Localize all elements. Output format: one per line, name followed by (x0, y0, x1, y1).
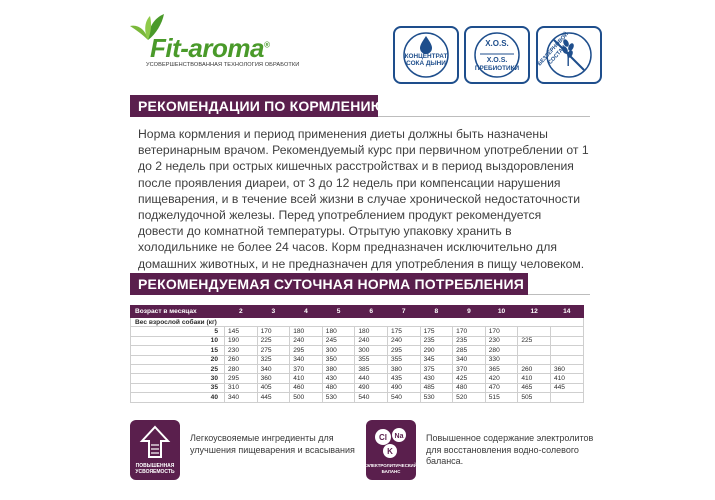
portion-cell: 355 (387, 355, 420, 364)
portion-cell: 245 (322, 336, 355, 345)
subheader-empty-cell (420, 318, 453, 327)
weight-cell: 25 (131, 364, 225, 373)
portion-cell: 295 (290, 346, 323, 355)
portion-cell: 325 (257, 355, 290, 364)
table-header-row (131, 306, 584, 318)
portion-cell: 490 (387, 383, 420, 392)
portion-cell: 225 (257, 336, 290, 345)
subheader-empty-cell (225, 318, 258, 327)
feeding-heading: РЕКОМЕНДАЦИИ ПО КОРМЛЕНИЮ (130, 95, 378, 117)
portion-cell: 175 (420, 327, 453, 336)
portion-cell: 260 (225, 355, 258, 364)
subheader-empty-cell (550, 318, 583, 327)
portion-cell: 530 (420, 393, 453, 402)
subheader-empty-cell (355, 318, 388, 327)
portion-cell: 360 (257, 374, 290, 383)
portion-cell (518, 346, 551, 355)
table-row (131, 374, 584, 383)
weight-cell: 30 (131, 374, 225, 383)
age-header-cell: 12 (518, 306, 551, 318)
portion-cell: 365 (485, 364, 518, 373)
electrolyte-caption (366, 463, 416, 475)
portion-cell: 340 (453, 355, 486, 364)
registered-mark: ® (263, 40, 270, 50)
table-row (131, 327, 584, 336)
badge-grain-free (536, 26, 602, 84)
electrolyte-caption-line1: ЭЛЕКТРОЛИТИЧЕСКИЙ (366, 463, 417, 468)
portion-cell: 260 (518, 364, 551, 373)
portion-cell: 430 (322, 374, 355, 383)
xos-prebiotic-icon (466, 28, 528, 82)
portion-cell: 240 (290, 336, 323, 345)
subheader-empty-cell (290, 318, 323, 327)
portion-cell: 330 (485, 355, 518, 364)
age-header-cell: 10 (485, 306, 518, 318)
portion-cell: 380 (387, 364, 420, 373)
brand-tagline: УСОВЕРШЕНСТВОВАННАЯ ТЕХНОЛОГИЯ ОБРАБОТКИ (146, 62, 300, 68)
portion-cell: 285 (453, 346, 486, 355)
digestibility-badge (130, 420, 180, 480)
brand-name-fit: Fit- (150, 33, 189, 63)
portion-cell: 170 (485, 327, 518, 336)
portion-cell: 230 (225, 346, 258, 355)
portion-cell: 540 (387, 393, 420, 402)
portion-cell: 515 (485, 393, 518, 402)
portion-cell (518, 355, 551, 364)
badge-xos-line3: ПРЕБИОТИКИ (474, 65, 520, 72)
sodium-symbol: Na (394, 433, 404, 440)
portion-cell: 420 (485, 374, 518, 383)
portion-cell (550, 336, 583, 345)
subheader-empty-cell (387, 318, 420, 327)
portion-cell: 295 (387, 346, 420, 355)
portion-cell: 480 (453, 383, 486, 392)
portion-cell: 505 (518, 393, 551, 402)
portion-cell: 190 (225, 336, 258, 345)
portion-cell: 460 (290, 383, 323, 392)
brand-logo (128, 12, 300, 72)
badge-xos-line1: X.O.S. (485, 39, 509, 48)
digestibility-caption (130, 463, 180, 475)
portion-cell: 355 (355, 355, 388, 364)
electrolyte-text: Повышенное содержание электролитов для восстановления водно-солевого баланса. (426, 433, 594, 466)
portion-cell: 470 (485, 383, 518, 392)
chlorine-symbol: Cl (379, 433, 387, 442)
portion-cell: 500 (290, 393, 323, 402)
portion-cell: 240 (355, 336, 388, 345)
daily-heading-divider (528, 294, 590, 295)
portion-cell: 425 (453, 374, 486, 383)
portion-cell: 375 (420, 364, 453, 373)
portion-cell: 225 (518, 336, 551, 345)
weight-cell: 10 (131, 336, 225, 345)
age-header-cell: 14 (550, 306, 583, 318)
badge-grain-free-text: БЕЗЗЕРНОВОЙ СОСТАВ (536, 31, 570, 68)
age-header-cell: 7 (387, 306, 420, 318)
portion-cell: 485 (420, 383, 453, 392)
subheader-empty-cell (322, 318, 355, 327)
weight-label: Вес взрослой собаки (кг) (131, 318, 225, 327)
portion-cell: 345 (420, 355, 453, 364)
portion-cell: 180 (322, 327, 355, 336)
portion-cell: 445 (550, 383, 583, 392)
age-header-cell: 9 (453, 306, 486, 318)
electrolyte-badge (366, 420, 416, 480)
portion-cell: 410 (518, 374, 551, 383)
portion-cell: 410 (550, 374, 583, 383)
portion-cell: 180 (290, 327, 323, 336)
subheader-empty-cell (257, 318, 290, 327)
badge-melon-line2: СОКА ДЫНИ (406, 60, 446, 67)
arrow-up-icon (130, 423, 180, 463)
portion-cell: 180 (355, 327, 388, 336)
portion-cell (550, 393, 583, 402)
electrolyte-caption-line2: БАЛАНС (381, 469, 401, 474)
portion-cell: 440 (355, 374, 388, 383)
daily-heading: РЕКОМЕНДУЕМАЯ СУТОЧНАЯ НОРМА ПОТРЕБЛЕНИЯ (130, 273, 528, 295)
age-header-cell: 5 (322, 306, 355, 318)
portion-cell: 465 (518, 383, 551, 392)
feeding-heading-divider (378, 116, 590, 117)
portion-cell: 530 (322, 393, 355, 402)
portion-cell: 145 (225, 327, 258, 336)
portion-cell: 170 (453, 327, 486, 336)
weight-cell: 35 (131, 383, 225, 392)
badge-melon-juice (393, 26, 459, 84)
portion-cell: 445 (257, 393, 290, 402)
table-row (131, 336, 584, 345)
table-row (131, 355, 584, 364)
portion-cell: 430 (420, 374, 453, 383)
portion-cell: 235 (420, 336, 453, 345)
portion-cell: 280 (485, 346, 518, 355)
portion-cell: 540 (355, 393, 388, 402)
weight-cell: 15 (131, 346, 225, 355)
portion-cell: 410 (290, 374, 323, 383)
portion-cell: 175 (387, 327, 420, 336)
feeding-text: Норма кормления и период применения диеты должны быть назначены ветеринарным врачом. Рекомендуемый курс при первичном употреблении от 1 до 2 недель при острых кишечных расстройствах и в период выздоровления после проявления диареи, от 3 до 12 недель при компенсации нарушения пищеварения, и в течение всей жизни в случае хронической недостаточности поджелудочной железы. Перед употреблением продукт рекомендуется довести до комнатной температуры. Отрытую упаковку хранить в холодильнике не более 24 часов. Корм предназначен исключительно для домашних животных, и не предназначен для употребления в пищу человеком. (138, 127, 589, 271)
portion-cell: 275 (257, 346, 290, 355)
portion-cell: 295 (225, 374, 258, 383)
portion-cell: 170 (257, 327, 290, 336)
portion-cell: 240 (387, 336, 420, 345)
badge-xos (464, 26, 530, 84)
brand-name-aroma: aroma (188, 33, 264, 63)
portion-cell: 300 (322, 346, 355, 355)
brand-name (150, 33, 269, 64)
portion-cell: 340 (257, 364, 290, 373)
portion-cell: 290 (420, 346, 453, 355)
badge-xos-line2: X.O.S. (486, 57, 508, 64)
portion-cell: 385 (355, 364, 388, 373)
portion-cell: 340 (290, 355, 323, 364)
weight-cell: 20 (131, 355, 225, 364)
portion-cell: 280 (225, 364, 258, 373)
table-row (131, 346, 584, 355)
portion-cell (550, 346, 583, 355)
portion-cell: 235 (453, 336, 486, 345)
subheader-empty-cell (518, 318, 551, 327)
table-row (131, 383, 584, 392)
feeding-table (130, 305, 584, 403)
portion-cell: 310 (225, 383, 258, 392)
portion-cell (518, 327, 551, 336)
table-row (131, 393, 584, 402)
age-header-cell: 4 (290, 306, 323, 318)
age-header-cell: 2 (225, 306, 258, 318)
portion-cell: 490 (355, 383, 388, 392)
age-label: Возраст в месяцах (131, 306, 225, 318)
portion-cell: 370 (453, 364, 486, 373)
age-header-cell: 6 (355, 306, 388, 318)
portion-cell: 480 (322, 383, 355, 392)
weight-cell: 40 (131, 393, 225, 402)
portion-cell: 370 (290, 364, 323, 373)
electrolyte-icon (366, 422, 416, 464)
portion-cell: 340 (225, 393, 258, 402)
potassium-symbol: K (387, 447, 393, 456)
portion-cell: 405 (257, 383, 290, 392)
subheader-empty-cell (453, 318, 486, 327)
digestibility-caption-line2: УСВОЯЕМОСТЬ (135, 469, 175, 475)
table-row (131, 364, 584, 373)
portion-cell: 435 (387, 374, 420, 383)
badge-melon-line1: КОНЦЕНТРАТ (404, 53, 448, 60)
portion-cell: 300 (355, 346, 388, 355)
age-header-cell: 8 (420, 306, 453, 318)
age-header-cell: 3 (257, 306, 290, 318)
weight-cell: 5 (131, 327, 225, 336)
portion-cell: 520 (453, 393, 486, 402)
digestibility-caption-line1: ПОВЫШЕННАЯ (135, 463, 175, 469)
portion-cell: 360 (550, 364, 583, 373)
portion-cell: 230 (485, 336, 518, 345)
portion-cell (550, 355, 583, 364)
portion-cell: 380 (322, 364, 355, 373)
table-subheader-row (131, 318, 584, 327)
subheader-empty-cell (485, 318, 518, 327)
portion-cell (550, 327, 583, 336)
portion-cell: 350 (322, 355, 355, 364)
digestibility-text: Легкоусвояемые ингредиенты для улучшения пищеварения и всасывания (190, 433, 355, 455)
